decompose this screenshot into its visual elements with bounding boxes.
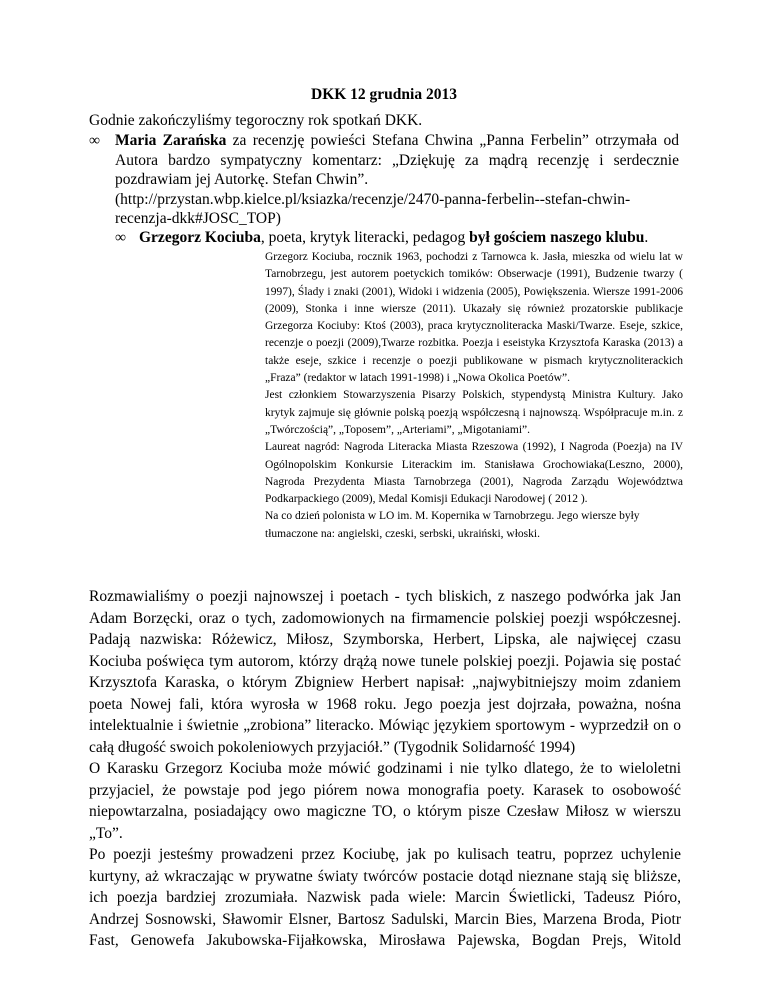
article-paragraph: Rozmawialiśmy o poezji najnowszej i poetach - tych bliskich, z naszego podwórka jak Jan Adam Borzęcki, oraz o tych, zadomowionych na firmamencie polskiej poezji współczesnej. Padają nazwiska: Różewicz, Miłosz, Szymborska, Herbert, Lipska, ale najwięcej czasu Kociuba poświęca tym autorom, którzy drążą nowe tunele polskiej poezji. Pojawia się postać Krzysztofa Karaska, o którym Zbigniew Herbert napisał: „najwybitniejszy moim zdaniem poeta Nowej fali, która wyrosła w 1968 roku. Jego poezja jest dojrzała, poważna, nośna intelektualnie i świetnie „zrobiona” literacko. Mówiąc językiem sportowym - wyprzedził on o całą długość swoich pokoleniowych przyjaciół.” (Tygodnik Solidarność 1994) — [89, 588, 681, 756]
item-text: . — [644, 229, 649, 246]
person-name: Grzegorz Kociuba — [139, 229, 261, 246]
link-line[interactable]: recenzja-dkk#JOSC_TOP) — [115, 210, 281, 227]
list-item-zaranska — [89, 131, 679, 229]
item-text-bold: był gościem naszego klubu — [469, 229, 645, 246]
article-body — [89, 586, 681, 952]
link-line[interactable]: (http://przystan.wbp.kielce.pl/ksiazka/recenzje/2470-panna-ferbelin--stefan-chwin- — [115, 190, 631, 208]
review-link[interactable] — [115, 190, 679, 229]
infinity-bullet-icon: ∞ — [89, 132, 101, 149]
intro-text: Godnie zakończyliśmy tegoroczny rok spotkań DKK. — [89, 112, 423, 129]
bio-paragraph: Grzegorz Kociuba, rocznik 1963, pochodzi z Tarnowca k. Jasła, mieszka od wielu lat w Tarnobrzegu, jest autorem poetyckich tomików: Obserwacje (1991), Budzenie twarzy ( 1997), Ślady i znaki (2001), Widoki i widzenia (2005), Powiększenia. Wiersze 1991-2006 (2009), Stonka i inne wiersze (2011). Ukazały się również prozatorskie publikacje Grzegorza Kociuby: Ktoś (2003), praca krytycznoliteracka Maski/Twarze. Eseje, szkice, recenzje o poezji (2009),Twarze rozbitka. Poezja i eseistyka Krzysztofa Karaska (2013) a także eseje, szkice i recenzje o poezji publikowane w pismach krytycznoliterackich „Fraza” (redaktor w latach 1991-1998) i „Nowa Okolica Poetów”. — [265, 251, 683, 385]
infinity-bullet-icon: ∞ — [115, 229, 127, 246]
list-item-body — [115, 131, 679, 190]
list-item-kociuba — [115, 228, 675, 248]
bio-paragraph: Jest członkiem Stowarzyszenia Pisarzy Polskich, stypendystą Ministra Kultury. Jako krytyk zajmuje się głównie polską poezją współczesną i najnowszą. Współpracuje m.in. z „Twórczością”, „Toposem”, „Arteriami”, „Migotaniami”. — [265, 389, 683, 436]
bio-paragraph: Na co dzień polonista w LO im. M. Kopernika w Tarnobrzegu. Jego wiersze były tłumaczone na: angielski, czeski, serbski, ukraiński, włoski. — [265, 510, 640, 540]
item-text: za recenzję powieści Stefana Chwina „Panna Ferbelin” otrzymała od Autora bardzo sympatyczny komentarz: „Dziękuję za mądrą recenzję i serdecznie pozdrawiam jej Autorkę. Stefan Chwin”. — [115, 132, 679, 188]
article-paragraph: Po poezji jesteśmy prowadzeni przez Kociubę, jak po kulisach teatru, poprzez uchylenie kurtyny, aż wkraczając w prywatne światy twórców postacie dotąd nieznane stają się bliższe, ich poezja bardziej zrozumiała. Nazwisk pada wiele: Marcin Świetlicki, Tadeusz Pióro, Andrzej Sosnowski, Sławomir Elsner, Bartosz Sadulski, Marcin Bies, Marzena Broda, Piotr Fast, Genowefa Jakubowska-Fijałkowska, Mirosława Pajewska, Bogdan Prejs, Witold — [89, 846, 681, 949]
person-name: Maria Zarańska — [115, 132, 227, 149]
page-title: DKK 12 grudnia 2013 — [311, 86, 457, 103]
author-bio — [265, 249, 683, 543]
list-item-body — [139, 228, 675, 248]
article-paragraph: O Karasku Grzegorz Kociuba może mówić godzinami i nie tylko dlatego, że to wieloletni przyjaciel, że powstaje pod jego piórem nowa monografia poety. Karasek to osobowość niepowtarzalna, posiadający owo magiczne TO, o którym pisze Czesław Miłosz w wierszu „To”. — [89, 760, 681, 842]
item-text: , poeta, krytyk literacki, pedagog — [260, 229, 470, 246]
bio-paragraph: Laureat nagród: Nagroda Literacka Miasta Rzeszowa (1992), I Nagroda (Poezja) na IV Ogólnopolskim Konkursie Literackim im. Stanisława Grochowiaka(Leszno, 2000), Nagroda Prezydenta Miasta Tarnobrzega (2001), Nagroda Zarządu Województwa Podkarpackiego (2009), Medal Komisji Edukacji Narodowej ( 2012 ). — [265, 441, 683, 506]
